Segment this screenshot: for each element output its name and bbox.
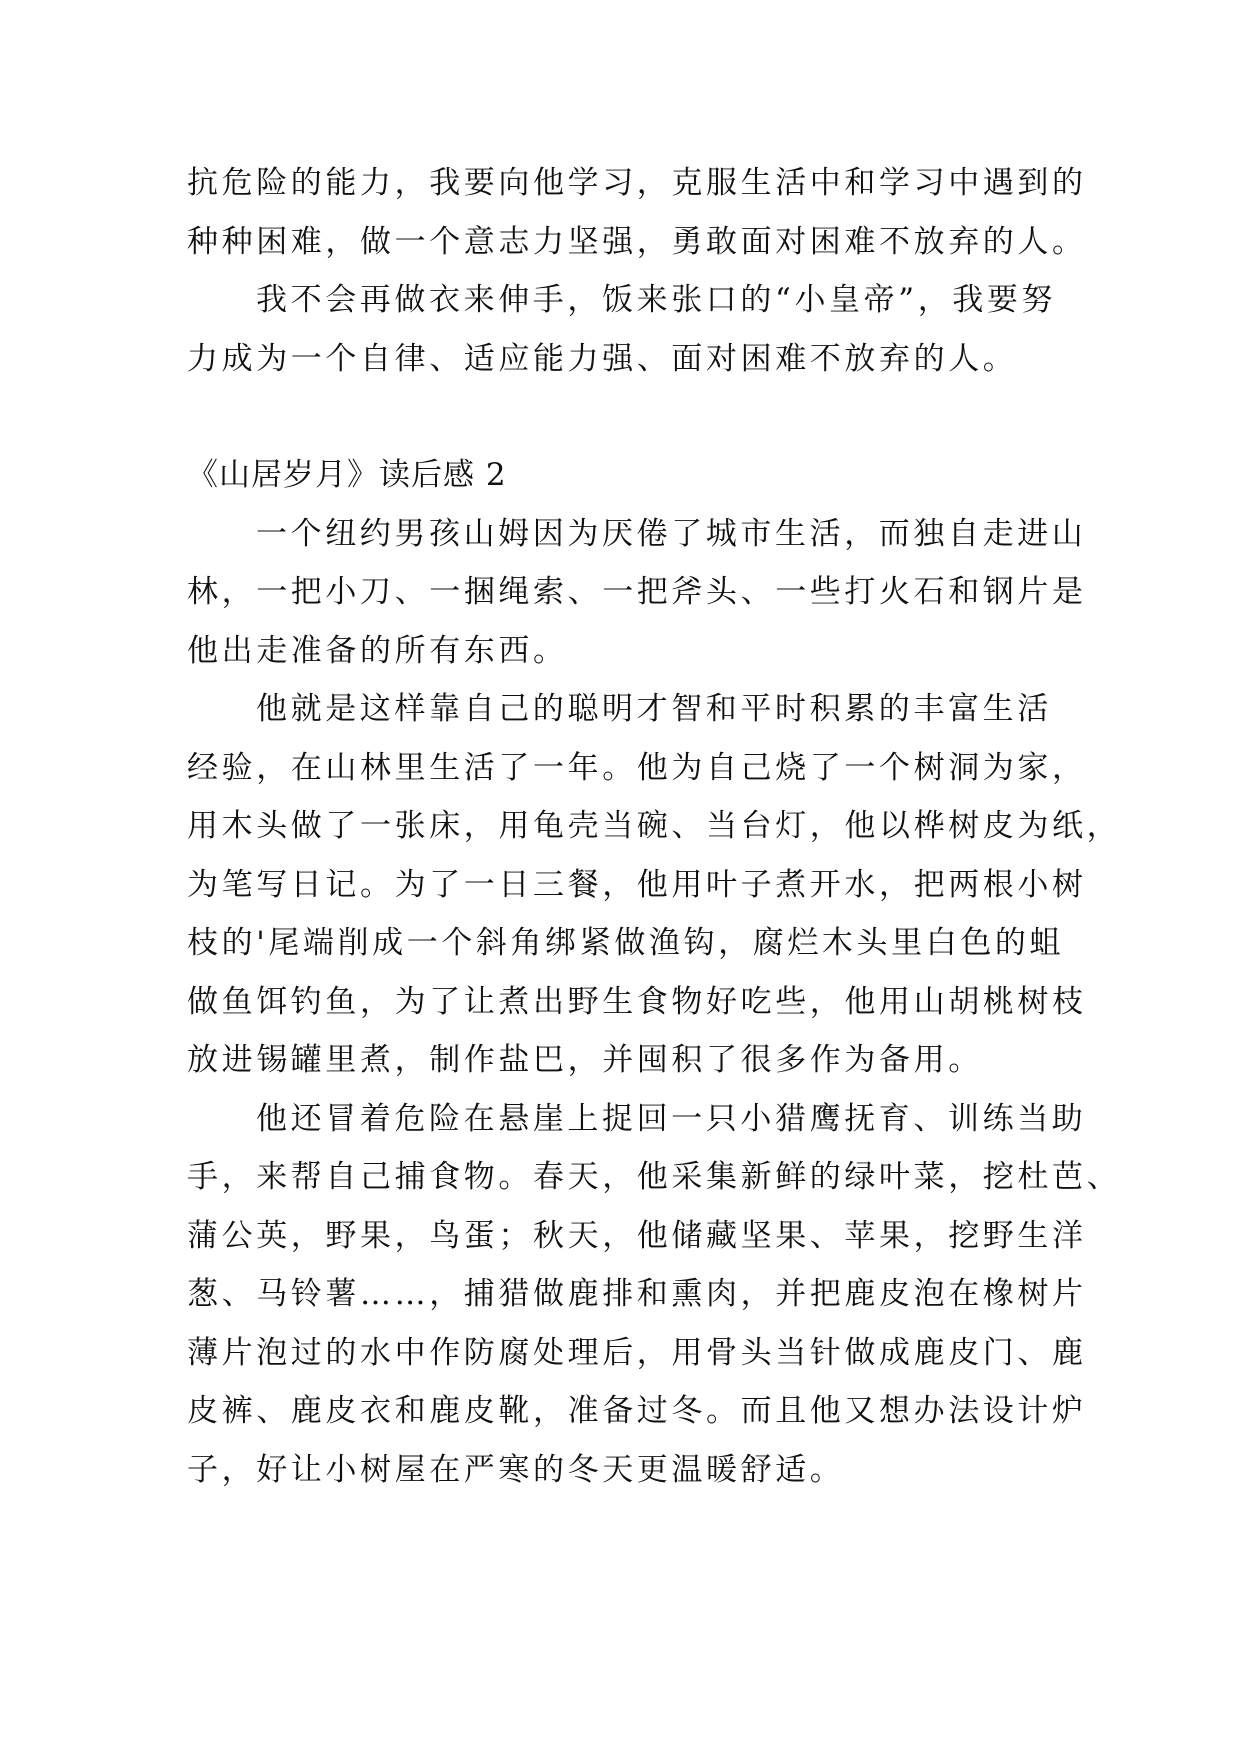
body-text-line: 薄片泡过的水中作防腐处理后，用骨头当针做成鹿皮门、鹿: [187, 1335, 1087, 1371]
body-text-line: 经验，在山林里生活了一年。他为自己烧了一个树洞为家，: [187, 750, 1087, 786]
paragraph-first-line: 他还冒着危险在悬崖上捉回一只小猎鹰抚育、训练当助: [256, 1101, 1087, 1137]
body-text-line: 子，好让小树屋在严寒的冬天更温暖舒适。: [187, 1452, 845, 1488]
body-text-line: 林，一把小刀、一捆绳索、一把斧头、一些打火石和钢片是: [187, 574, 1087, 610]
body-text-line: 抗危险的能力，我要向他学习，克服生活中和学习中遇到的: [187, 165, 1087, 201]
body-text-line: 葱、马铃薯……，捕猎做鹿排和熏肉，并把鹿皮泡在橡树片: [187, 1276, 1087, 1312]
body-text-line: 力成为一个自律、适应能力强、面对困难不放弃的人。: [187, 341, 1018, 377]
body-text-line: 手，来帮自己捕食物。春天，他采集新鲜的绿叶菜，挖杜芭、: [187, 1159, 1122, 1195]
body-text-line: 为笔写日记。为了一日三餐，他用叶子煮开水，把两根小树: [187, 867, 1087, 903]
body-text-line: 皮裤、鹿皮衣和鹿皮靴，准备过冬。而且他又想办法设计炉: [187, 1393, 1087, 1429]
body-text-line: 用木头做了一张床，用龟壳当碗、当台灯，他以桦树皮为纸，: [187, 808, 1122, 844]
paragraph-first-line: 他就是这样靠自己的聪明才智和平时积累的丰富生活: [256, 691, 1052, 727]
paragraph-first-line: 一个纽约男孩山姆因为厌倦了城市生活，而独自走进山: [256, 516, 1087, 552]
paragraph-first-line: 我不会再做衣来伸手，饭来张口的“小皇帝”，我要努: [256, 282, 1057, 318]
body-text-line: 做鱼饵钓鱼，为了让煮出野生食物好吃些，他用山胡桃树枝: [187, 984, 1087, 1020]
body-text-line: 放进锡罐里煮，制作盐巴，并囤积了很多作为备用。: [187, 1042, 983, 1078]
body-text-line: 蒲公英，野果，鸟蛋；秋天，他储藏坚果、苹果，挖野生洋: [187, 1218, 1087, 1254]
body-text-line: 种种困难，做一个意志力坚强，勇敢面对困难不放弃的人。: [187, 224, 1087, 260]
body-text-line: 他出走准备的所有东西。: [187, 633, 568, 669]
body-text-line: 枝的'尾端削成一个斜角绑紧做渔钩，腐烂木头里白色的蛆: [187, 925, 1065, 961]
section-heading: 《山居岁月》读后感 2: [187, 457, 507, 493]
